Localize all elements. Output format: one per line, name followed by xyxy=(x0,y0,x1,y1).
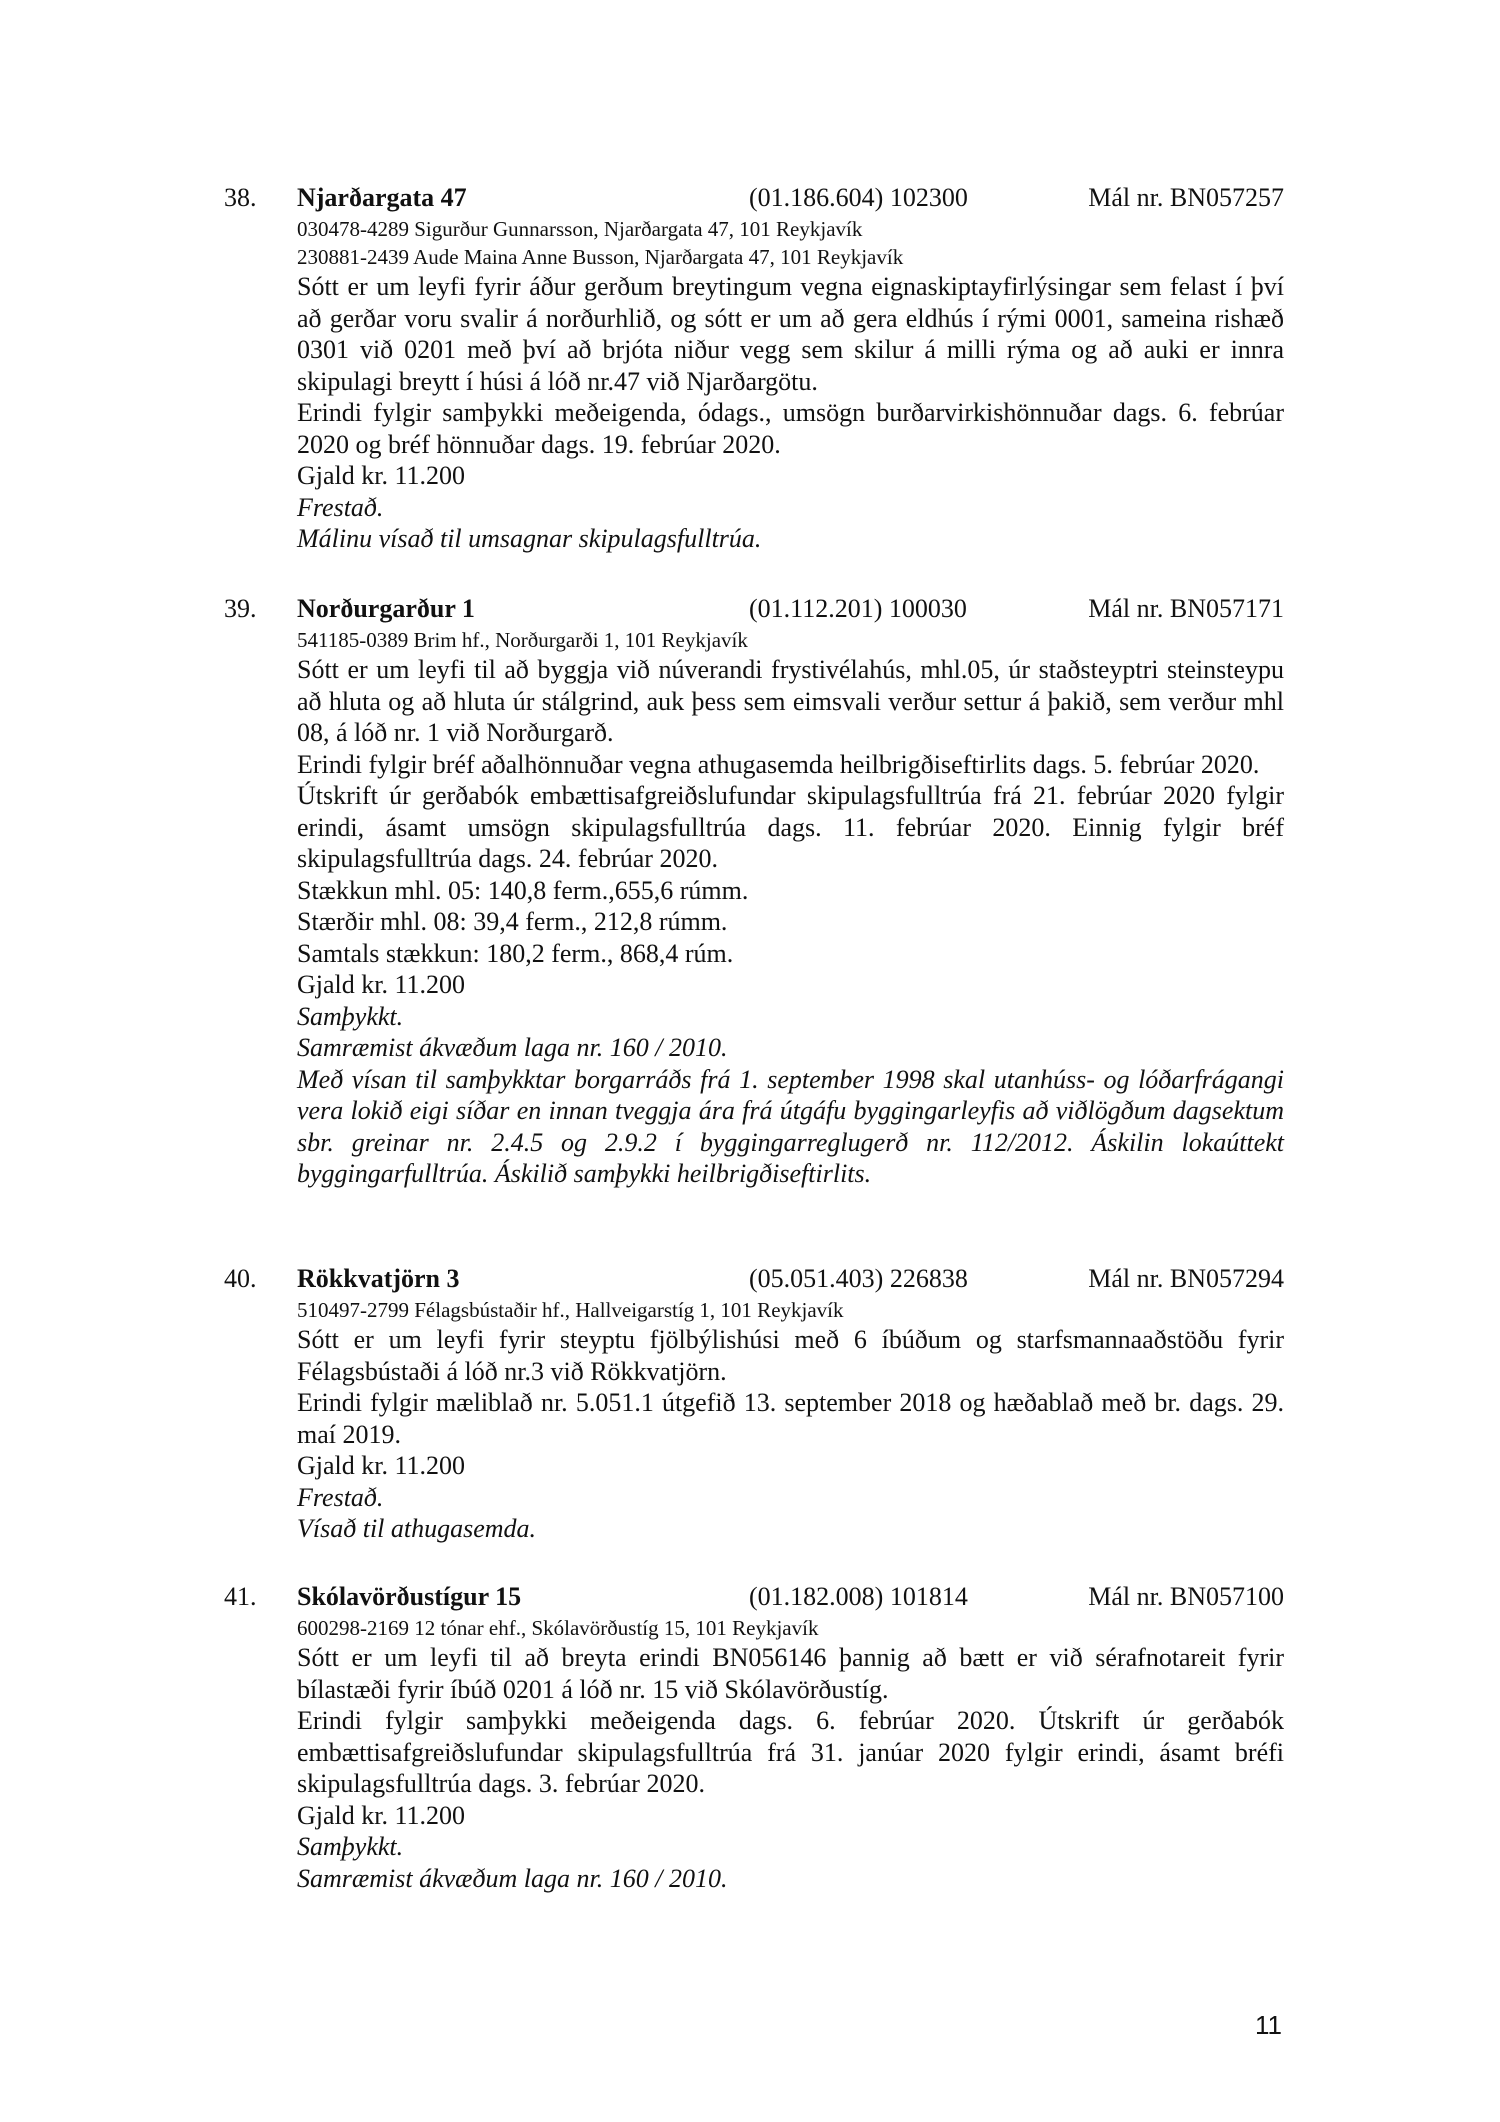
size-line: Stærðir mhl. 08: 39,4 ferm., 212,8 rúmm. xyxy=(297,907,728,936)
entry-address: Skólavörðustígur 15 xyxy=(297,1582,522,1611)
attachments-paragraph: Erindi fylgir mæliblað nr. 5.051.1 útgefið 13. september 2018 og hæðablað með br. dags. 29. maí 2019. xyxy=(297,1388,1284,1449)
size-line: Samtals stækkun: 180,2 ferm., 868,4 rúm. xyxy=(297,938,734,968)
entry-header xyxy=(224,181,1284,215)
entry-body xyxy=(297,271,1284,555)
case-entry-40 xyxy=(224,1262,1284,1545)
case-entry-38 xyxy=(224,181,1284,555)
entry-header xyxy=(224,1262,1284,1296)
owner-line: 600298-2169 12 tónar ehf., Skólavörðustíg 15, 101 Reykjavík xyxy=(297,1616,819,1640)
entry-number: 40. xyxy=(224,1264,257,1293)
entry-owners xyxy=(297,1296,1284,1324)
attachments-paragraph: Útskrift úr gerðabók embættisafgreiðslufundar skipulagsfulltrúa frá 21. febrúar 2020 fylgir erindi, ásamt umsögn skipulagsfulltrúa dags. 11. febrúar 2020. Einnig fylgir bréf skipulagsfulltrúa dags. 24. febrúar 2020. xyxy=(297,781,1284,873)
entry-case-number: Mál nr. BN057257 xyxy=(1088,183,1284,212)
decision-line: Samþykkt. xyxy=(297,1001,404,1031)
decision-line: Málinu vísað til umsagnar skipulagsfulltrúa. xyxy=(297,524,762,553)
fee-line: Gjald kr. 11.200 xyxy=(297,970,466,999)
decision-line: Með vísan til samþykktar borgarráðs frá 1. september 1998 skal utanhúss- og lóðarfrágangi vera lokið eigi síðar en innan tveggja ára frá útgáfu byggingarleyfis að viðlögðum dagsektum sbr. greinar nr. 2.4.5 og 2.9.2 í byggingarreglugerð nr. 112/2012. Áskilin lokaúttekt byggingarfulltrúa. Áskilið samþykki heilbrigðiseftirlits. xyxy=(297,1064,1284,1188)
entry-body xyxy=(297,1642,1284,1894)
entry-case-number: Mál nr. BN057294 xyxy=(1088,1264,1284,1293)
entry-body xyxy=(297,654,1284,1190)
attachments-paragraph: Erindi fylgir samþykki meðeigenda, ódags., umsögn burðarvirkishönnuðar dags. 6. febrúar 2020 og bréf hönnuðar dags. 19. febrúar 2020. xyxy=(297,398,1284,459)
entry-address: Njarðargata 47 xyxy=(297,183,467,212)
owner-line: 230881-2439 Aude Maina Anne Busson, Njarðargata 47, 101 Reykjavík xyxy=(297,245,904,269)
size-line: Stækkun mhl. 05: 140,8 ferm.,655,6 rúmm. xyxy=(297,875,749,905)
entry-address: Rökkvatjörn 3 xyxy=(297,1264,460,1293)
fee-line: Gjald kr. 11.200 xyxy=(297,1451,466,1480)
entry-owners xyxy=(297,215,1284,271)
entry-number: 39. xyxy=(224,594,257,623)
page-number: 11 xyxy=(1255,2010,1282,2040)
entry-number: 38. xyxy=(224,183,257,212)
description-paragraph: Sótt er um leyfi til að byggja við núverandi frystivélahús, mhl.05, úr staðsteyptri steinsteypu að hluta og að hluta úr stálgrind, auk þess sem eimsvali verður settur á þakið, sem verður mhl 08, á lóð nr. 1 við Norðurgarð. xyxy=(297,655,1284,747)
description-paragraph: Sótt er um leyfi til að breyta erindi BN056146 þannig að bætt er við sérafnotareit fyrir bílastæði fyrir íbúð 0201 á lóð nr. 15 við Skólavörðustíg. xyxy=(297,1643,1284,1704)
attachments-paragraph: Erindi fylgir bréf aðalhönnuðar vegna athugasemda heilbrigðiseftirlits dags. 5. febrúar 2020. xyxy=(297,749,1260,779)
decision-line: Samræmist ákvæðum laga nr. 160 / 2010. xyxy=(297,1863,728,1893)
owner-line: 030478-4289 Sigurður Gunnarsson, Njarðargata 47, 101 Reykjavík xyxy=(297,217,863,241)
decision-line: Frestað. xyxy=(297,492,384,522)
entry-owners xyxy=(297,1614,1284,1642)
entry-number: 41. xyxy=(224,1582,257,1611)
owner-line: 541185-0389 Brim hf., Norðurgarði 1, 101 Reykjavík xyxy=(297,628,748,652)
owner-line: 510497-2799 Félagsbústaðir hf., Hallveigarstíg 1, 101 Reykjavík xyxy=(297,1298,844,1322)
decision-line: Samþykkt. xyxy=(297,1832,404,1861)
entry-land-id: (01.112.201) 100030 xyxy=(749,594,967,623)
entry-land-id: (01.182.008) 101814 xyxy=(749,1582,968,1611)
decision-line: Frestað. xyxy=(297,1482,384,1512)
attachments-paragraph: Erindi fylgir samþykki meðeigenda dags. 6. febrúar 2020. Útskrift úr gerðabók embættisafgreiðslufundar skipulagsfulltrúa frá 31. janúar 2020 fylgir erindi, ásamt bréfi skipulagsfulltrúa dags. 3. febrúar 2020. xyxy=(297,1706,1284,1798)
entry-land-id: (05.051.403) 226838 xyxy=(749,1264,968,1293)
entry-owners xyxy=(297,626,1284,654)
entry-land-id: (01.186.604) 102300 xyxy=(749,183,968,212)
entry-address: Norðurgarður 1 xyxy=(297,594,475,623)
description-paragraph: Sótt er um leyfi fyrir áður gerðum breytingum vegna eignaskiptayfirlýsingar sem felast í því að gerðar voru svalir á norðurhlið, og sótt er um að gera eldhús í rými 0001, sameina rishæð 0301 við 0201 með því að brjóta niður vegg sem skilur á milli rýma og að auki er innra skipulagi breytt í húsi á lóð nr.47 við Njarðargötu. xyxy=(297,272,1284,396)
decision-line: Samræmist ákvæðum laga nr. 160 / 2010. xyxy=(297,1033,728,1062)
case-entry-41 xyxy=(224,1580,1284,1894)
description-paragraph: Sótt er um leyfi fyrir steyptu fjölbýlishúsi með 6 íbúðum og starfsmannaaðstöðu fyrir Félagsbústaði á lóð nr.3 við Rökkvatjörn. xyxy=(297,1325,1284,1386)
entry-body xyxy=(297,1324,1284,1545)
fee-line: Gjald kr. 11.200 xyxy=(297,1800,466,1830)
case-entry-39 xyxy=(224,592,1284,1190)
entry-header xyxy=(224,1580,1284,1614)
entry-header xyxy=(224,592,1284,626)
entry-case-number: Mál nr. BN057171 xyxy=(1088,594,1284,623)
decision-line: Vísað til athugasemda. xyxy=(297,1514,537,1543)
entry-case-number: Mál nr. BN057100 xyxy=(1088,1582,1284,1611)
fee-line: Gjald kr. 11.200 xyxy=(297,461,466,490)
